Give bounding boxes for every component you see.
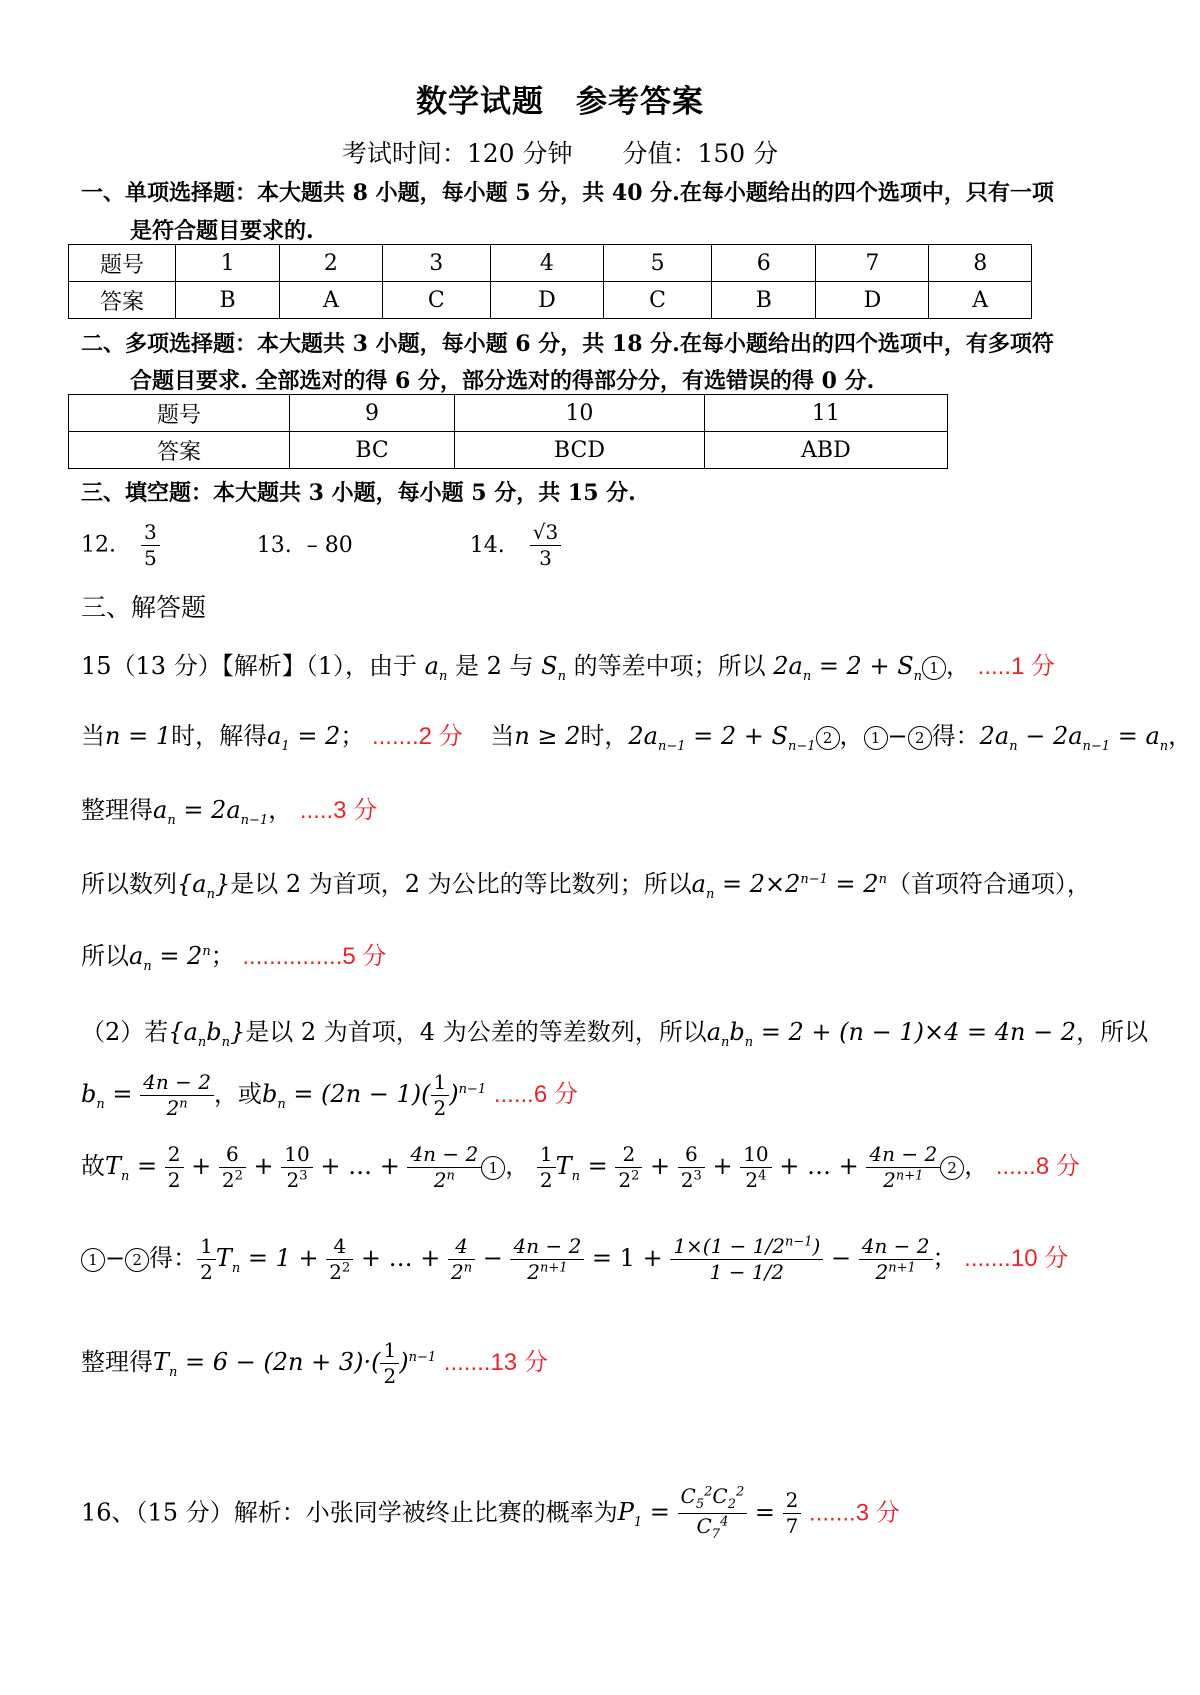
row-label: 题号 bbox=[69, 245, 176, 282]
score-marker: .......10 分 bbox=[964, 1245, 1069, 1272]
section3-heading: 三、填空题：本大题共 3 小题，每小题 5 分，共 15 分. bbox=[81, 480, 636, 506]
question-number: 1 bbox=[176, 245, 280, 282]
score-marker: ......8 分 bbox=[995, 1153, 1080, 1180]
score-marker: ......6 分 bbox=[493, 1081, 578, 1108]
table-row bbox=[69, 432, 948, 469]
answer-cell: D bbox=[816, 282, 929, 319]
q14-answer: $\frac{√3}{3}$ bbox=[530, 520, 561, 571]
q15-line10: 整理得$T_n = 6 - (2n + 3)\cdot$( $\frac{1}{2}$ )$^{n-1}$ .......13 分 bbox=[81, 1338, 548, 1388]
q13-label: 13. bbox=[256, 532, 292, 558]
q15-line5: 所以$a_n = 2^n$； ...............5 分 bbox=[81, 942, 387, 974]
row-label: 答案 bbox=[69, 282, 176, 319]
answer-cell: B bbox=[712, 282, 816, 319]
multi-choice-table bbox=[68, 394, 948, 469]
q15-line8: 故$T_n$ = $\frac{2}{2}$ + $\frac{6}{2^2}$ + $\frac{10}{2^3}$ + … + $\frac{4n - 2}{2^n}$ 1 ， $\frac{1}{2}$ $T_n$ = $\frac{2}{2^2}$ + $\frac{6}{2^3}$ + $\frac{10}{2^4}$ + … + $\frac{4n - 2}{2^{n+1}}$ 2 ， ......8 分 bbox=[81, 1142, 1080, 1192]
question-number: 2 bbox=[280, 245, 382, 282]
score-marker: .......3 分 bbox=[809, 1499, 900, 1527]
table-row bbox=[69, 282, 1032, 319]
row-label: 题号 bbox=[69, 395, 290, 432]
section1-heading: 一、单项选择题：本大题共 8 小题，每小题 5 分，共 40 分.在每小题给出的四个选项中，只有一项 bbox=[81, 180, 1054, 206]
section2-heading-cont: 合题目要求. 全部选对的得 6 分，部分选对的得部分分，有选错误的得 0 分. bbox=[130, 368, 875, 394]
row-label: 答案 bbox=[69, 432, 290, 469]
answer-cell: A bbox=[929, 282, 1032, 319]
table-row bbox=[69, 395, 948, 432]
q12-answer: $\frac{3}{5}$ bbox=[141, 520, 160, 571]
q15-line1: 15（13 分）【解析】（1），由于 $a_n$ 是 2 与 $S_n$ 的等差中项；所以 $2a_n = 2 + S_n$ 1 ， .....1 分 bbox=[81, 652, 1056, 684]
score-marker: .......13 分 bbox=[443, 1349, 548, 1376]
question-number: 3 bbox=[382, 245, 490, 282]
score-marker: ...............5 分 bbox=[242, 943, 387, 970]
question-number: 7 bbox=[816, 245, 929, 282]
question-number: 8 bbox=[929, 245, 1032, 282]
question-number: 11 bbox=[704, 395, 947, 432]
section4-heading: 三、解答题 bbox=[81, 593, 207, 622]
answer-cell: BC bbox=[290, 432, 455, 469]
q15-line9: 1 − 2 得： $\frac{1}{2}$ $T_n = 1$ + $\frac{4}{2^2}$ + … + $\frac{4}{2^n}$ − $\frac{4n - 2}{2^{n+1}}$ = 1 + $\frac{1\times(1 - 1/2^{n-1})}{1 - 1/2}$ − $\frac{4n - 2}{2^{n+1}}$ ； .......10 分 bbox=[81, 1234, 1068, 1285]
q15-line7: $b_n$ = $\frac{4n - 2}{2^n}$ ，或$b_n = (2n - 1)$( $\frac{1}{2}$ )$^{n-1}$ ......6 分 bbox=[81, 1070, 578, 1120]
answer-cell: B bbox=[176, 282, 280, 319]
q15-line4: 所以数列$\{a_n\}$是以 2 为首项，2 为公比的等比数列；所以$a_n = 2\times 2^{n-1} = 2^n$（首项符合通项）， bbox=[81, 870, 1091, 902]
q15-line2: 当n = 1时，解得$a_1 = 2$； .......2 分 当n ≥ 2时，$2a_{n-1} = 2 + S_{n-1}$ 2 ， 1 − 2 得：$2a_n - 2a_{n-1} = a_n$， bbox=[81, 722, 1193, 754]
question-number: 10 bbox=[455, 395, 705, 432]
section2-heading: 二、多项选择题：本大题共 3 小题，每小题 6 分，共 18 分.在每小题给出的四个选项中，有多项符 bbox=[81, 331, 1054, 357]
section1-heading-cont: 是符合题目要求的. bbox=[130, 218, 314, 244]
question-number: 6 bbox=[712, 245, 816, 282]
page-title: 数学试题 参考答案 bbox=[416, 84, 704, 120]
exam-info: 考试时间：120 分钟 分值：150 分 bbox=[341, 139, 779, 168]
answer-cell: C bbox=[382, 282, 490, 319]
q14-label: 14. bbox=[469, 532, 505, 558]
answer-cell: C bbox=[603, 282, 711, 319]
single-choice-table bbox=[68, 244, 1032, 319]
question-number: 5 bbox=[603, 245, 711, 282]
fill-blank-answers bbox=[81, 520, 561, 571]
answer-cell: BCD bbox=[455, 432, 705, 469]
q12-label: 12. bbox=[81, 532, 116, 558]
score-marker: .....1 分 bbox=[977, 653, 1056, 680]
score-marker: .....3 分 bbox=[299, 797, 378, 824]
answer-cell: ABD bbox=[704, 432, 947, 469]
score-marker: .......2 分 bbox=[371, 723, 463, 750]
q13-answer: – 80 bbox=[306, 532, 353, 558]
question-number: 4 bbox=[490, 245, 603, 282]
answer-cell: D bbox=[490, 282, 603, 319]
question-number: 9 bbox=[290, 395, 455, 432]
table-row bbox=[69, 245, 1032, 282]
q15-line6: （2）若$\{a_nb_n\}$是以 2 为首项，4 为公差的等差数列，所以$a_nb_n = 2 + (n - 1)\times 4 = 4n - 2$，所以 bbox=[81, 1018, 1149, 1050]
q16-line1: 16、（15 分）解析：小张同学被终止比赛的概率为$P_1$ = $\frac{C_5^2C_2^2}{C_7^4}$ = $\frac{2}{7}$ .......3 分 bbox=[81, 1484, 900, 1543]
q15-line3: 整理得$a_n = 2a_{n-1}$， .....3 分 bbox=[81, 796, 378, 828]
answer-cell: A bbox=[280, 282, 382, 319]
